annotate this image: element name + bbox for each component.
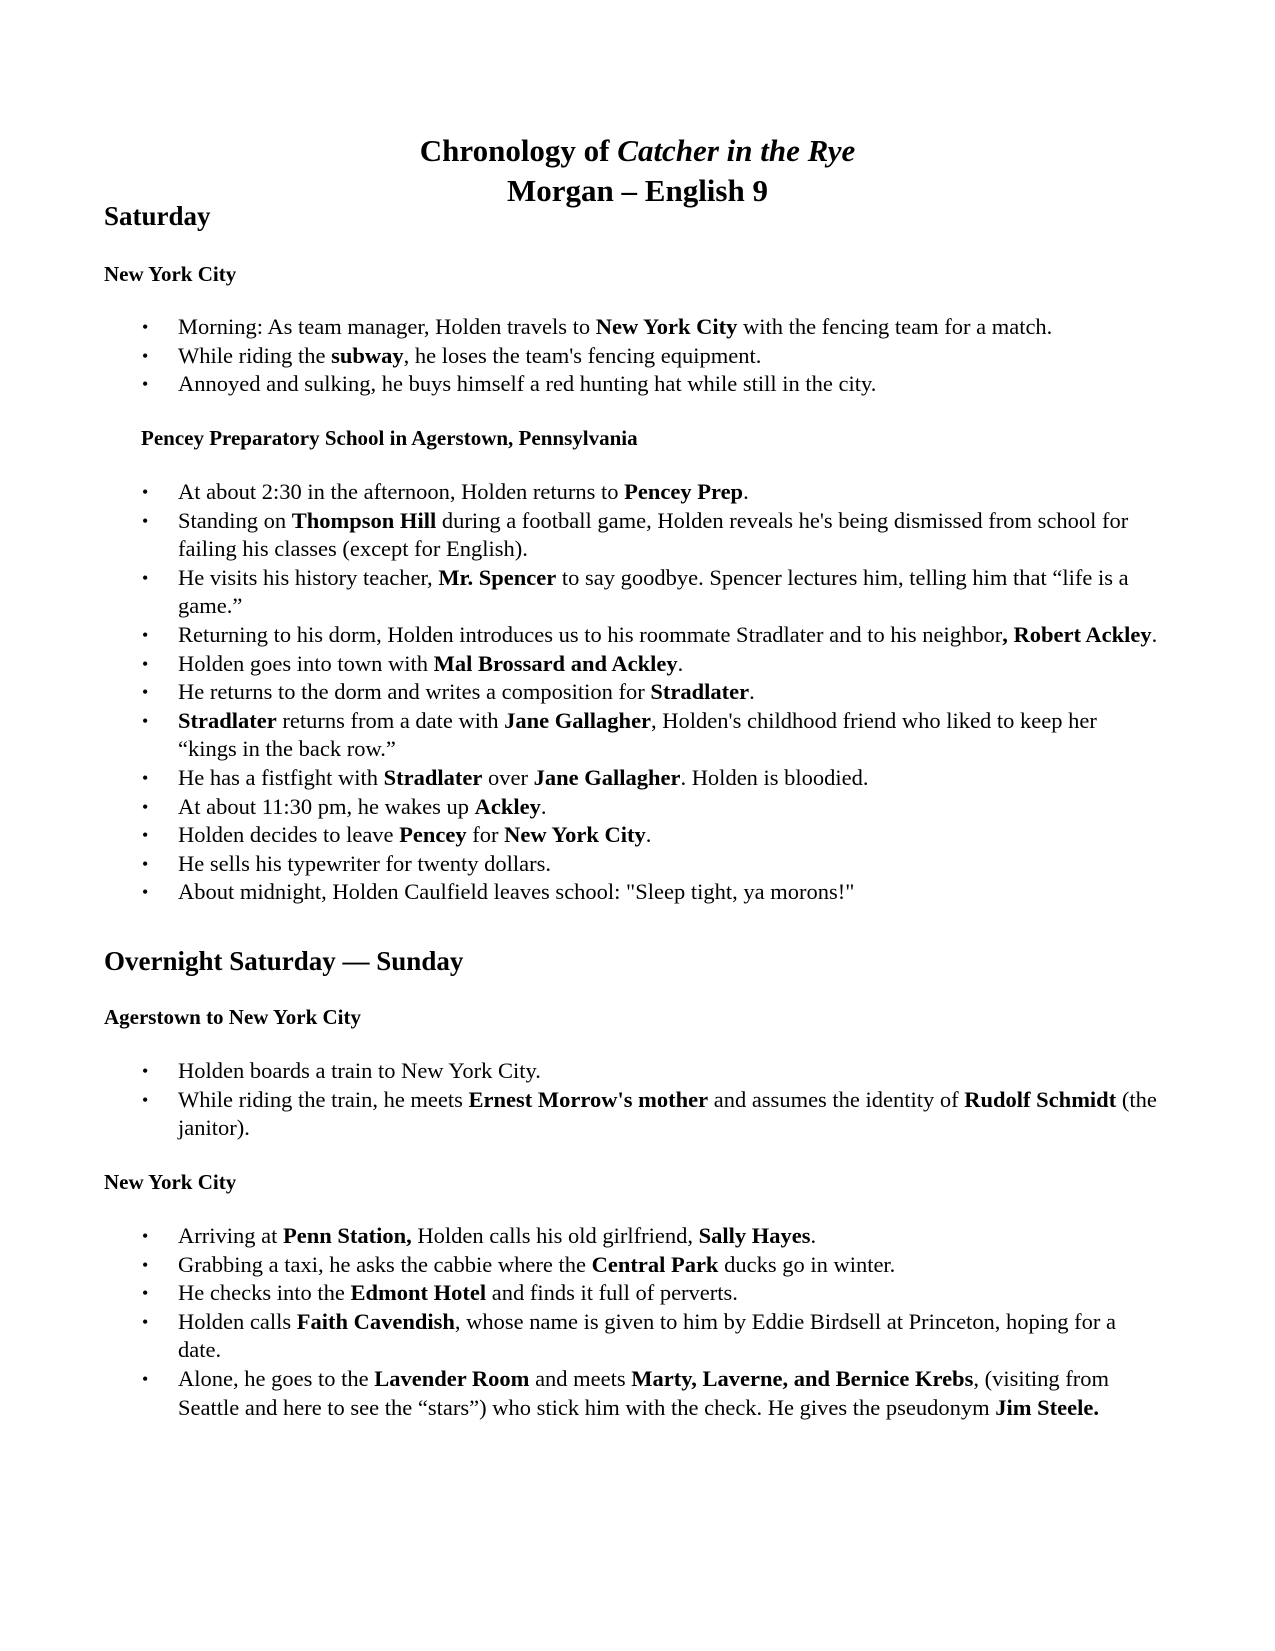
- text-run: Annoyed and sulking, he buys himself a red hunting hat while still in the city.: [178, 371, 877, 397]
- text-run: ducks go in winter.: [718, 1251, 896, 1277]
- list-item: [0, 678, 1158, 707]
- list-item: [0, 650, 1158, 679]
- text-run: Morning: As team manager, Holden travels to: [178, 314, 596, 339]
- text-run: to say goodbye. Spencer lectures him, telling him that “life is a game.”: [178, 564, 1129, 619]
- text-run: While riding the train, he meets: [178, 1086, 469, 1112]
- text-run: He returns to the dorm and writes a composition for: [178, 679, 651, 705]
- place-heading-new-york-city: New York City: [104, 1170, 237, 1194]
- list-item: [0, 1222, 1158, 1251]
- text-run: About midnight, Holden Caulfield leaves school: "Sleep tight, ya morons!": [178, 879, 855, 905]
- text-run: Grabbing a taxi, he asks the cabbie where the: [178, 1251, 592, 1277]
- text-run: , Holden's childhood friend who liked to keep her “kings in the back row.”: [178, 707, 1097, 762]
- text-run: , he loses the team's fencing equipment.: [403, 342, 762, 368]
- bold-text: Jane Gallagher: [504, 707, 652, 733]
- bold-text: Penn Station,: [282, 1223, 412, 1248]
- bold-text: Pencey: [399, 822, 467, 848]
- list-item: [0, 342, 1158, 371]
- text-run: and meets: [529, 1365, 632, 1391]
- day-heading-saturday: Saturday: [104, 201, 211, 231]
- text-run: .: [677, 650, 684, 676]
- bold-text: Edmont Hotel: [350, 1280, 487, 1306]
- event-list: [0, 313, 1275, 399]
- text-run: While riding the: [178, 342, 332, 368]
- list-item: [0, 764, 1158, 793]
- bold-text: Jim Steele.: [995, 1394, 1099, 1420]
- text-run: Holden goes into town with: [178, 650, 434, 676]
- list-item: [0, 793, 1158, 822]
- text-run: He visits his history teacher,: [178, 564, 439, 590]
- text-run: (the janitor).: [178, 1086, 1157, 1141]
- list-item: [0, 821, 1158, 850]
- bold-text: ,: [1002, 621, 1008, 647]
- bold-text: Robert Ackley: [1013, 621, 1152, 647]
- text-run: Standing on: [178, 507, 292, 533]
- event-list: [0, 1057, 1275, 1143]
- list-item: [0, 1057, 1158, 1086]
- text-run: He has a fistfight with: [178, 764, 384, 790]
- text-run: Returning to his dorm, Holden introduces us to his roommate Stradlater and to his neighbor: [178, 621, 1003, 647]
- bold-text: Ernest Morrow's mother: [468, 1086, 709, 1112]
- text-run: and assumes the identity of: [708, 1086, 965, 1112]
- text-run: He sells his typewriter for twenty dollars.: [178, 850, 552, 876]
- text-run: Holden boards a train to New York City.: [178, 1058, 541, 1083]
- bold-text: New York City: [595, 314, 738, 339]
- bold-text: Mr. Spencer: [438, 564, 557, 590]
- text-run: during a football game, Holden reveals he's being dismissed from school for failing his classes (except for English).: [178, 507, 1129, 562]
- bold-text: Jane Gallagher: [533, 764, 681, 790]
- text-run: over: [482, 764, 534, 790]
- place-heading-pencey-prep: Pencey Preparatory School in Agerstown, Pennsylvania: [141, 426, 638, 450]
- place-heading-agerstown-to-new-york-city: Agerstown to New York City: [104, 1005, 362, 1029]
- text-run: .: [743, 479, 749, 504]
- list-item: [0, 1308, 1158, 1365]
- text-run: At about 11:30 pm, he wakes up: [178, 793, 475, 819]
- bold-text: Sally Hayes: [698, 1223, 811, 1248]
- text-run: Arriving at: [178, 1223, 283, 1248]
- bold-text: New York City: [504, 822, 646, 848]
- bold-text: Marty, Laverne, and Bernice Krebs: [631, 1365, 974, 1391]
- bold-text: Faith Cavendish: [296, 1308, 455, 1334]
- text-run: , (visiting from Seattle and here to see the “stars”) who stick him with the check. He gives the pseudonym: [178, 1365, 1109, 1420]
- list-item: [0, 1251, 1158, 1280]
- list-item: [0, 1279, 1158, 1308]
- text-run: and finds it full of perverts.: [486, 1280, 738, 1306]
- bold-text: Central Park: [591, 1251, 719, 1277]
- list-item: [0, 707, 1158, 764]
- bold-text: Lavender Room: [374, 1365, 530, 1391]
- text-run: .: [749, 679, 755, 705]
- list-item: [0, 507, 1158, 564]
- bold-text: subway: [331, 342, 404, 368]
- text-run: . Holden is bloodied.: [680, 764, 869, 790]
- text-run: He checks into the: [178, 1280, 351, 1306]
- event-list: [0, 478, 1275, 907]
- list-item: [0, 1086, 1158, 1143]
- document-title: [0, 132, 1275, 170]
- text-run: .: [810, 1223, 817, 1248]
- text-run: Holden calls: [178, 1308, 297, 1334]
- list-item: [0, 313, 1158, 342]
- bold-text: Ackley: [474, 793, 541, 819]
- bold-text: Mal Brossard and Ackley: [433, 650, 678, 676]
- list-item: [0, 370, 1158, 399]
- list-item: [0, 564, 1158, 621]
- list-item: [0, 478, 1158, 507]
- bold-text: Pencey Prep: [624, 479, 744, 504]
- text-run: Holden calls his old girlfriend,: [411, 1223, 699, 1248]
- bold-text: Stradlater: [650, 679, 750, 705]
- bold-text: Thompson Hill: [291, 507, 437, 533]
- text-run: .: [1151, 621, 1158, 647]
- title-book-name: Catcher in the Rye: [617, 133, 856, 168]
- text-run: Holden decides to leave: [178, 822, 400, 848]
- text-run: with the fencing team for a match.: [737, 314, 1053, 339]
- bold-text: Stradlater: [383, 764, 483, 790]
- title-prefix: Chronology of: [419, 133, 618, 168]
- text-run: , whose name is given to him by Eddie Birdsell at Princeton, hoping for a date.: [178, 1308, 1117, 1363]
- list-item: [0, 621, 1158, 650]
- text-run: At about 2:30 in the afternoon, Holden returns to: [178, 479, 625, 504]
- bold-text: Rudolf Schmidt: [964, 1086, 1117, 1112]
- text-run: Alone, he goes to the: [178, 1365, 375, 1391]
- bold-text: Stradlater: [178, 707, 277, 733]
- list-item: [0, 1365, 1158, 1422]
- list-item: [0, 850, 1158, 879]
- text-run: .: [645, 822, 652, 848]
- list-item: [0, 878, 1158, 907]
- document-subtitle: Morgan – English 9: [507, 173, 768, 208]
- place-heading-new-york-city: New York City: [104, 262, 237, 286]
- event-list: [0, 1222, 1275, 1422]
- text-run: .: [540, 793, 547, 819]
- day-heading-overnight-saturday-sunday: Overnight Saturday — Sunday: [104, 946, 464, 976]
- text-run: returns from a date with: [276, 707, 505, 733]
- text-run: for: [466, 822, 505, 848]
